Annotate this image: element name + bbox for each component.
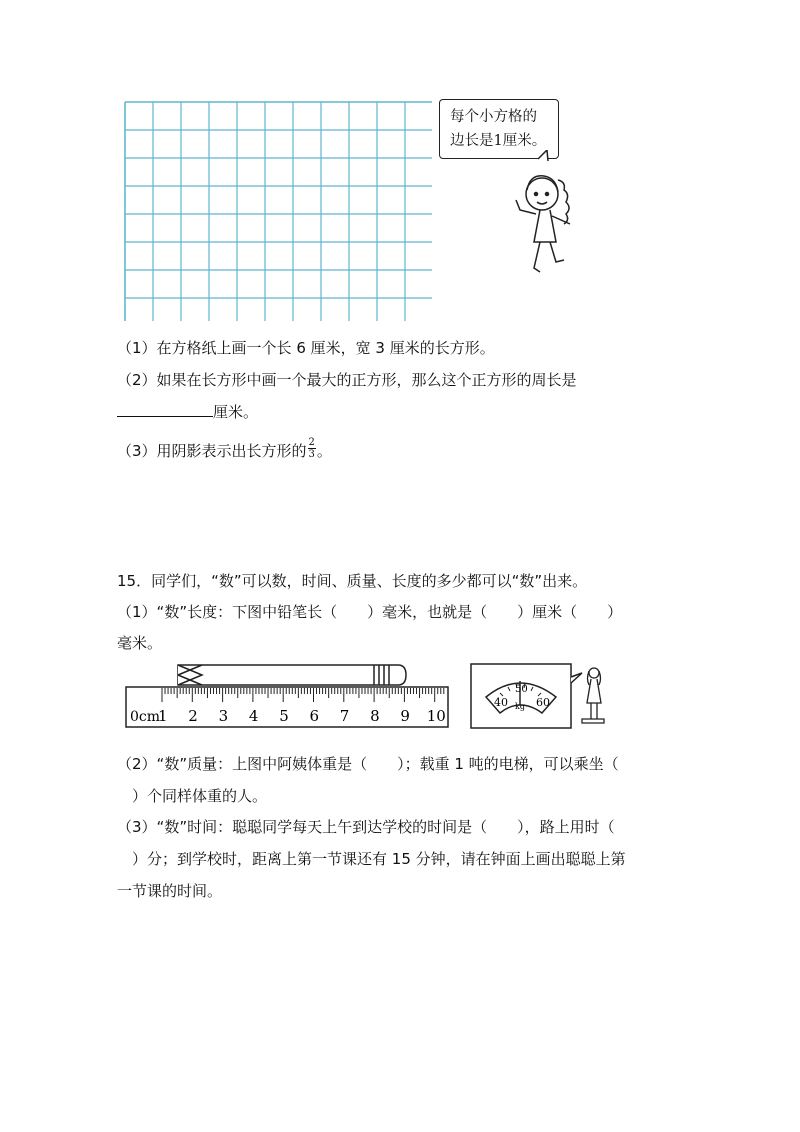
ruler-label: 9 xyxy=(400,707,410,725)
speech-bubble-line-1: 每个小方格的 xyxy=(450,109,537,125)
q14-part2-answer-line xyxy=(117,402,258,422)
scale-label-60: 60 xyxy=(536,696,550,709)
q15-part1-a: （1）“数”长度：下图中铅笔长（ ）毫米，也就是（ ）厘米（ ） xyxy=(117,603,623,621)
ruler-pencil-figure xyxy=(124,663,454,729)
ruler-unit-label: 0cm xyxy=(130,709,161,725)
speech-bubble-line-2: 边长是1厘米。 xyxy=(450,133,547,149)
q15-part3-c: 一节课的时间。 xyxy=(117,882,223,900)
q14-part3-end: 。 xyxy=(316,442,332,460)
answer-blank[interactable] xyxy=(117,402,213,417)
q15-part3-b: ）分；到学校时，距离上第一节课还有 15 分钟，请在钟面上画出聪聪上第 xyxy=(117,850,626,868)
woman-icon xyxy=(582,668,604,723)
q14-part3 xyxy=(117,437,332,463)
ruler-label: 8 xyxy=(370,707,380,725)
q14-part1: （1）在方格纸上画一个长 6 厘米，宽 3 厘米的长方形。 xyxy=(117,339,495,357)
fraction-numerator: 2 xyxy=(308,437,315,448)
q15-part2-b: ）个同样体重的人。 xyxy=(117,787,268,805)
ruler-label: 3 xyxy=(218,707,229,725)
ruler-label: 1 xyxy=(158,707,168,725)
ruler-label: 4 xyxy=(248,707,259,725)
ruler-label: 10 xyxy=(426,707,446,725)
q14-part3-text: （3）用阴影表示出长方形的 xyxy=(117,442,307,460)
fraction-denominator: 3 xyxy=(308,449,315,460)
scale-label-40: 40 xyxy=(494,696,508,709)
q15-part2-a: （2）“数”质量：上图中阿姨体重是（ ）；载重 1 吨的电梯，可以乘坐（ xyxy=(117,755,619,773)
scale-unit-kg: kg xyxy=(515,702,525,711)
q15-part1-b: 毫米。 xyxy=(117,634,163,652)
ruler-label: 7 xyxy=(339,707,350,725)
pencil-icon xyxy=(178,665,406,685)
scale-label-50: 50 xyxy=(515,684,528,695)
grid-paper xyxy=(124,101,432,321)
girl-illustration xyxy=(500,150,580,285)
ruler-label: 2 xyxy=(188,707,198,725)
girl-icon xyxy=(516,176,570,272)
scale-figure xyxy=(470,663,620,731)
q15-part3-a: （3）“数”时间：聪聪同学每天上午到达学校的时间是（ ），路上用时（ xyxy=(117,818,615,836)
ruler-label: 6 xyxy=(309,707,320,725)
ruler-label: 5 xyxy=(279,707,289,725)
q14-part2-text: （2）如果在长方形中画一个最大的正方形，那么这个正方形的周长是 xyxy=(117,371,577,389)
fraction-two-thirds xyxy=(308,437,316,460)
q15-title: 15．同学们，“数”可以数，时间、质量、长度的多少都可以“数”出来。 xyxy=(117,572,588,590)
q14-part2-unit: 厘米。 xyxy=(213,403,259,421)
